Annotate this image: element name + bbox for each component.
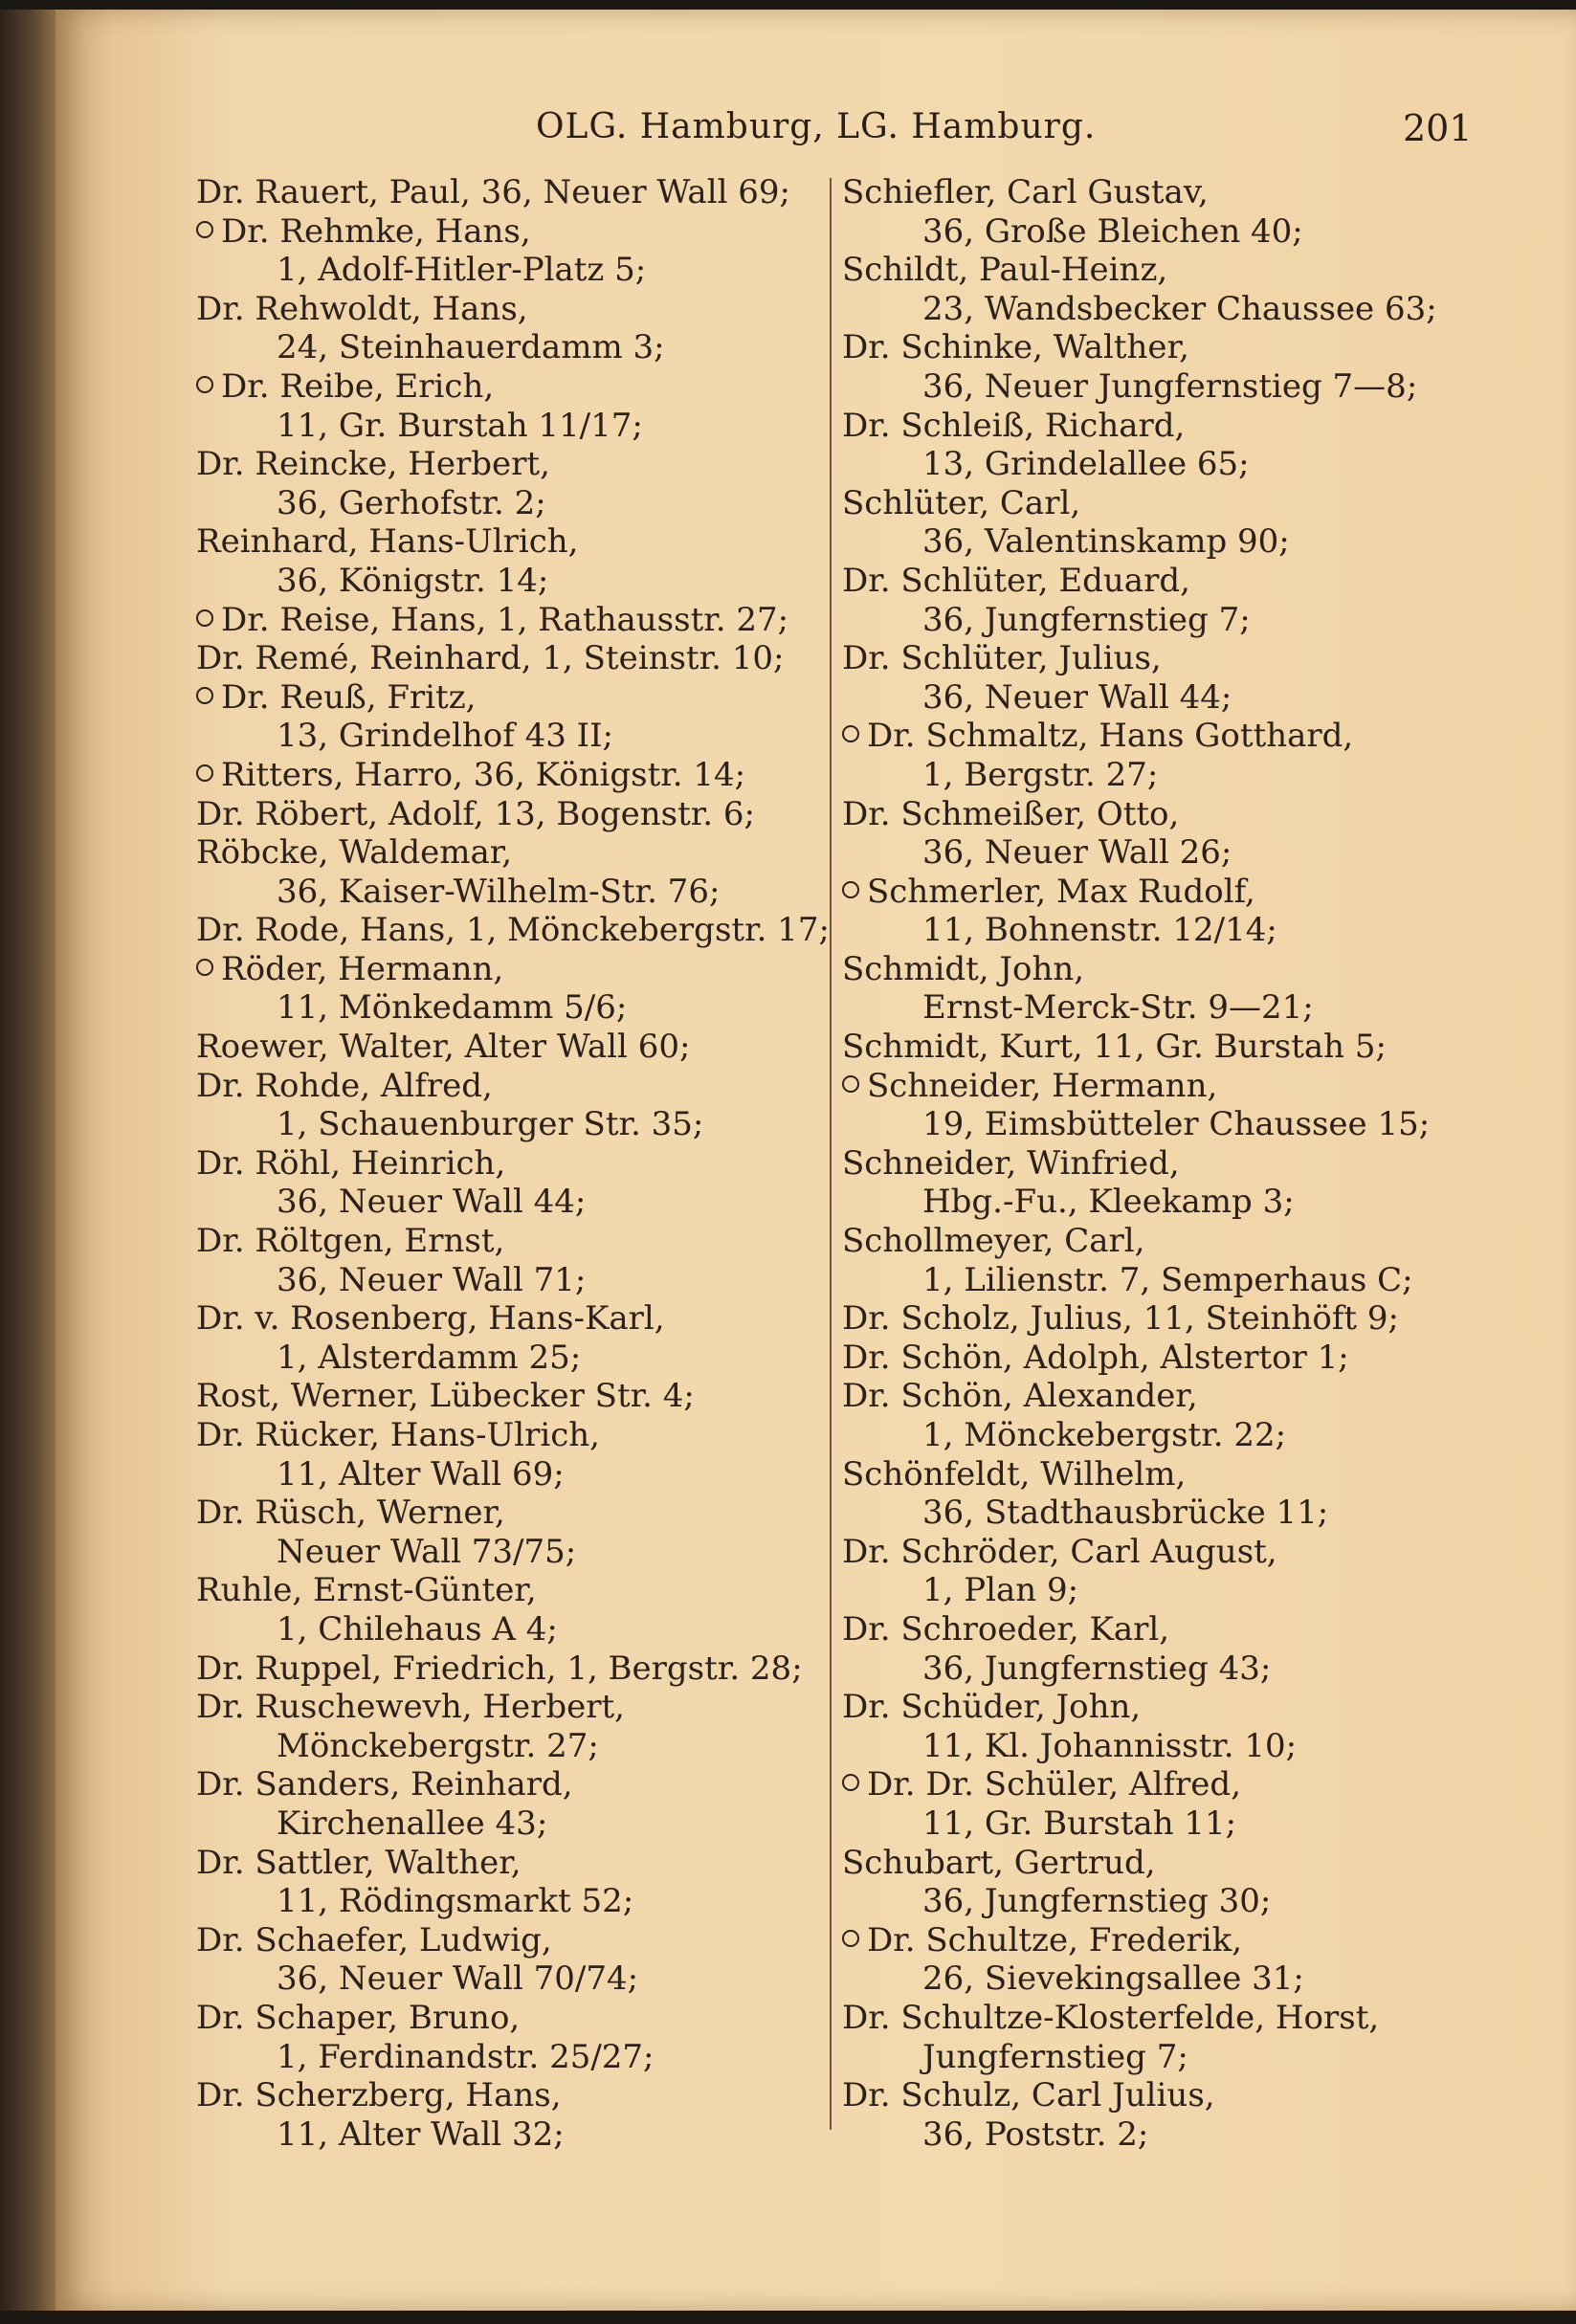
directory-entry [196, 1921, 818, 1999]
entry-address-line: 36, Neuer Jungfernstieg 7—8; [922, 366, 1418, 406]
entry-name-line [196, 601, 818, 640]
entry-name-text: Dr. Schlüter, Julius, [842, 639, 1162, 678]
entry-name-text: Dr. Schön, Alexander, [842, 1377, 1198, 1416]
directory-entry [196, 1028, 818, 1067]
entry-name-text: Dr. Schmeißer, Otto, [842, 794, 1180, 833]
entry-name-text: Dr. Schön, Adolph, Alstertor 1; [842, 1338, 1349, 1377]
directory-entry [842, 1455, 1474, 1533]
entry-name-text: Dr. Reincke, Herbert, [196, 445, 550, 484]
circle-marker-icon [196, 609, 213, 627]
entry-name-line [196, 290, 818, 329]
entry-name-line [842, 173, 1474, 212]
directory-entry [842, 1533, 1474, 1610]
entry-name-text: Dr. Rohde, Alfred, [196, 1066, 493, 1105]
entry-name-text: Dr. Reise, Hans, 1, Rathausstr. 27; [221, 600, 789, 639]
circle-marker-icon [842, 1075, 859, 1093]
entry-name-line [196, 1765, 818, 1804]
entry-address-line: 36, Neuer Wall 71; [277, 1260, 587, 1299]
entry-name-line [196, 1299, 818, 1339]
directory-entry [196, 756, 818, 795]
entry-name-line [196, 1494, 818, 1533]
entry-name-text: Schiefler, Carl Gustav, [842, 173, 1209, 211]
circle-marker-icon [196, 764, 213, 782]
entry-name-line [196, 522, 818, 562]
directory-entry [842, 1028, 1474, 1067]
entry-name-line [196, 678, 818, 718]
entry-address-line: 11, Gr. Burstah 11; [922, 1804, 1237, 1843]
entry-address-line: 36, Gerhofstr. 2; [277, 483, 546, 522]
running-header: OLG. Hamburg, LG. Hamburg. [536, 107, 1097, 146]
directory-entry [842, 795, 1474, 873]
directory-entry [842, 717, 1474, 794]
directory-entry [842, 950, 1474, 1028]
entry-name-text: Dr. Sanders, Reinhard, [196, 1765, 573, 1804]
entry-name-line [842, 1455, 1474, 1494]
entry-address-line: 36, Neuer Wall 70/74; [277, 1959, 639, 1999]
entry-address-line: 1, Lilienstr. 7, Semperhaus C; [922, 1260, 1413, 1299]
entry-address-line: Ernst-Merck-Str. 9—21; [922, 988, 1314, 1028]
entry-address-line: 23, Wandsbecker Chaussee 63; [922, 289, 1437, 328]
entry-address-line: 36, Poststr. 2; [922, 2114, 1149, 2154]
entry-name-line [196, 911, 830, 950]
entry-address-line: 36, Große Bleichen 40; [922, 211, 1303, 251]
entry-name-text: Dr. Rode, Hans, 1, Mönckebergstr. 17; [196, 911, 830, 950]
entry-name-text: Dr. Schlüter, Eduard, [842, 561, 1190, 600]
entry-name-line [196, 639, 818, 678]
entry-address-line: Kirchenallee 43; [277, 1804, 548, 1843]
entry-name-line [196, 1222, 818, 1261]
entry-name-text: Dr. Schultze-Klosterfelde, Horst, [842, 1998, 1380, 2037]
entry-name-line [842, 873, 1474, 912]
entry-address-line: 1, Plan 9; [922, 1571, 1079, 1610]
entry-name-line [196, 1067, 818, 1106]
entry-address-line: 36, Neuer Wall 44; [277, 1183, 587, 1222]
directory-entry [196, 1144, 818, 1222]
entry-name-text: Schubart, Gertrud, [842, 1843, 1156, 1882]
directory-entry [196, 445, 818, 522]
entry-name-text: Dr. Schultze, Frederik, [867, 1920, 1243, 1959]
right-column [842, 173, 1474, 2154]
entry-name-line [842, 1610, 1474, 1649]
directory-entry [196, 1494, 818, 1571]
entry-name-text: Ritters, Harro, 36, Königstr. 14; [221, 755, 746, 794]
entry-name-text: Dr. Sattler, Walther, [196, 1843, 522, 1882]
entry-address-line: Hbg.-Fu., Kleekamp 3; [922, 1183, 1295, 1222]
directory-entry [842, 1921, 1474, 1999]
entry-name-line [196, 445, 818, 484]
entry-name-line [196, 1999, 818, 2038]
entry-address-line: 36, Königstr. 14; [277, 561, 549, 600]
entry-name-text: Dr. Ruschewevh, Herbert, [196, 1688, 625, 1727]
entry-name-text: Schneider, Winfried, [842, 1143, 1180, 1183]
entry-name-line [196, 2076, 818, 2115]
entry-name-line [196, 1921, 818, 1960]
entry-name-line [196, 950, 818, 989]
entry-name-text: Roewer, Walter, Alter Wall 60; [196, 1028, 691, 1067]
entry-name-line [842, 639, 1474, 678]
circle-marker-icon [196, 221, 213, 238]
entry-name-text: Schlüter, Carl, [842, 483, 1081, 522]
entry-name-text: Dr. Schaefer, Ludwig, [196, 1920, 552, 1959]
entry-address-line: 11, Alter Wall 32; [277, 2114, 565, 2154]
directory-entry [196, 173, 818, 212]
directory-entry [196, 1999, 818, 2076]
directory-entry [196, 522, 818, 600]
entry-name-text: Röbcke, Waldemar, [196, 833, 513, 873]
left-column [196, 173, 830, 2154]
entry-name-text: Schmerler, Max Rudolf, [867, 872, 1255, 911]
directory-entry [196, 1377, 818, 1416]
directory-entry [842, 251, 1474, 328]
circle-marker-icon [196, 687, 213, 704]
entry-name-text: Schneider, Hermann, [867, 1066, 1218, 1105]
entry-name-text: Dr. Scherzberg, Hans, [196, 2076, 562, 2115]
entry-name-line [842, 950, 1474, 989]
entry-address-line: 11, Kl. Johannisstr. 10; [922, 1726, 1298, 1765]
directory-entry [842, 1144, 1474, 1222]
entry-name-text: Dr. Scholz, Julius, 11, Steinhöft 9; [842, 1299, 1399, 1339]
entry-name-text: Schönfeldt, Wilhelm, [842, 1454, 1187, 1494]
entry-name-line [842, 562, 1474, 601]
entry-address-line: 36, Jungfernstieg 30; [922, 1882, 1272, 1921]
entry-address-line: Jungfernstieg 7; [922, 2037, 1188, 2076]
entry-name-line [196, 1377, 818, 1416]
directory-entry [196, 950, 818, 1028]
circle-marker-icon [196, 376, 213, 393]
directory-entry [196, 1765, 818, 1843]
directory-entry [196, 1222, 818, 1299]
entry-name-line [196, 1688, 818, 1727]
entry-name-line [842, 1144, 1474, 1184]
directory-entry [842, 1222, 1474, 1299]
directory-entry [196, 1299, 818, 1377]
entry-name-line [196, 1144, 818, 1184]
entry-name-text: Dr. Schmaltz, Hans Gotthard, [867, 717, 1354, 756]
page-number: 201 [1403, 107, 1473, 149]
entry-name-text: Dr. Röbert, Adolf, 13, Bogenstr. 6; [196, 794, 755, 833]
entry-name-line [196, 833, 818, 873]
entry-name-text: Dr. Reuß, Fritz, [221, 677, 477, 717]
entry-address-line: 36, Neuer Wall 44; [922, 677, 1232, 717]
directory-entry [842, 484, 1474, 562]
entry-name-line [196, 1844, 818, 1883]
entry-name-text: Reinhard, Hans-Ulrich, [196, 522, 579, 562]
entry-address-line: 1, Bergstr. 27; [922, 755, 1159, 794]
directory-entry [842, 328, 1474, 406]
directory-entry [196, 212, 818, 290]
entry-address-line: Neuer Wall 73/75; [277, 1532, 577, 1571]
directory-entry [842, 1999, 1474, 2076]
entry-name-text: Dr. Schröder, Carl August, [842, 1532, 1277, 1571]
entry-name-text: Dr. Schinke, Walther, [842, 328, 1189, 367]
circle-marker-icon [842, 1774, 859, 1791]
entry-address-line: 36, Stadthausbrücke 11; [922, 1494, 1329, 1533]
entry-address-line: Mönckebergstr. 27; [277, 1726, 599, 1765]
directory-entry [196, 1844, 818, 1921]
directory-entry [196, 2076, 818, 2154]
directory-entry [842, 873, 1474, 950]
directory-entry [842, 1844, 1474, 1921]
directory-entry [196, 639, 818, 678]
entry-address-line: 1, Alsterdamm 25; [277, 1338, 582, 1377]
entry-name-text: Dr. Reibe, Erich, [221, 366, 495, 406]
entry-address-line: 36, Jungfernstieg 43; [922, 1649, 1272, 1688]
entry-name-line [842, 1377, 1474, 1416]
entry-name-text: Dr. v. Rosenberg, Hans-Karl, [196, 1299, 665, 1339]
directory-entry [842, 1610, 1474, 1688]
entry-name-line [842, 1339, 1474, 1378]
entry-name-line [842, 484, 1474, 523]
directory-entry [842, 173, 1474, 251]
directory-entry [196, 367, 818, 445]
entry-address-line: 13, Grindelallee 65; [922, 445, 1250, 484]
entry-address-line: 1, Chilehaus A 4; [277, 1609, 558, 1649]
circle-marker-icon [196, 959, 213, 976]
circle-marker-icon [842, 1930, 859, 1947]
directory-entry [842, 1067, 1474, 1144]
entry-address-line: 11, Gr. Burstah 11/17; [277, 406, 643, 445]
entry-name-line [842, 2076, 1474, 2115]
directory-entry [196, 290, 818, 367]
entry-name-line [196, 795, 818, 834]
entry-address-line: 1, Adolf-Hitler-Platz 5; [277, 251, 647, 290]
entry-name-line [842, 251, 1474, 290]
directory-entry [842, 407, 1474, 484]
entry-name-text: Dr. Röltgen, Ernst, [196, 1222, 505, 1261]
circle-marker-icon [842, 881, 859, 898]
entry-name-text: Schildt, Paul-Heinz, [842, 251, 1168, 290]
directory-entry [842, 1299, 1474, 1339]
directory-entry [196, 678, 818, 756]
entry-name-text: Schollmeyer, Carl, [842, 1222, 1145, 1261]
directory-entry [842, 639, 1474, 717]
entry-address-line: 24, Steinhauerdamm 3; [277, 328, 665, 367]
directory-entry [196, 1571, 818, 1649]
entry-name-line [842, 795, 1474, 834]
entry-name-line [842, 1028, 1474, 1067]
entry-name-line [842, 1688, 1474, 1727]
entry-address-line: 19, Eimsbütteler Chaussee 15; [922, 1105, 1431, 1144]
directory-entry [196, 1688, 818, 1765]
entry-name-line [842, 1067, 1474, 1106]
entry-name-text: Dr. Schroeder, Karl, [842, 1609, 1170, 1649]
entry-address-line: 11, Rödingsmarkt 52; [277, 1882, 634, 1921]
entry-address-line: 1, Schauenburger Str. 35; [277, 1105, 704, 1144]
directory-entry [842, 2076, 1474, 2154]
entry-name-text: Röder, Hermann, [221, 949, 504, 988]
entry-name-line [196, 212, 818, 252]
entry-name-text: Dr. Rehwoldt, Hans, [196, 289, 528, 328]
entry-name-line [196, 1416, 818, 1455]
directory-entry [842, 562, 1474, 639]
column-divider [830, 178, 832, 2130]
entry-name-line [196, 367, 818, 407]
entry-address-line: 36, Kaiser-Wilhelm-Str. 76; [277, 872, 721, 911]
entry-name-text: Schmidt, Kurt, 11, Gr. Burstah 5; [842, 1028, 1387, 1067]
entry-name-text: Dr. Schüder, John, [842, 1688, 1142, 1727]
entry-name-line [196, 1649, 818, 1689]
directory-entry [842, 1377, 1474, 1454]
directory-entry [196, 1416, 818, 1494]
entry-name-line [842, 1222, 1474, 1261]
entry-name-line [196, 1028, 818, 1067]
entry-name-line [842, 1844, 1474, 1883]
entry-name-line [842, 407, 1474, 446]
directory-entry [196, 833, 818, 911]
entry-name-text: Dr. Rüsch, Werner, [196, 1494, 505, 1533]
entry-name-text: Dr. Röhl, Heinrich, [196, 1143, 506, 1183]
entry-address-line: 36, Jungfernstieg 7; [922, 600, 1251, 639]
entry-name-text: Dr. Rehmke, Hans, [221, 211, 531, 251]
entry-name-text: Dr. Rauert, Paul, 36, Neuer Wall 69; [196, 173, 790, 211]
entry-name-line [196, 1571, 818, 1610]
directory-entry [196, 1649, 818, 1689]
entry-address-line: 36, Valentinskamp 90; [922, 522, 1290, 562]
entry-name-line [842, 1299, 1474, 1339]
entry-name-line [842, 1765, 1474, 1804]
directory-entry [842, 1339, 1474, 1378]
directory-entry [842, 1688, 1474, 1765]
entry-address-line: 11, Bohnenstr. 12/14; [922, 911, 1277, 950]
entry-name-text: Dr. Schulz, Carl Julius, [842, 2076, 1215, 2115]
entry-address-line: 1, Ferdinandstr. 25/27; [277, 2037, 655, 2076]
circle-marker-icon [842, 725, 859, 742]
entry-name-line [842, 1921, 1474, 1960]
entry-address-line: 13, Grindelhof 43 II; [277, 717, 613, 756]
entry-name-text: Dr. Dr. Schüler, Alfred, [867, 1765, 1241, 1804]
entry-name-line [842, 1999, 1474, 2038]
entry-name-text: Rost, Werner, Lübecker Str. 4; [196, 1377, 695, 1416]
entry-name-text: Dr. Rücker, Hans-Ulrich, [196, 1416, 600, 1454]
entry-name-line [842, 328, 1474, 367]
entry-name-line [196, 173, 818, 212]
directory-entry [196, 1067, 818, 1144]
entry-name-text: Dr. Remé, Reinhard, 1, Steinstr. 10; [196, 639, 785, 678]
directory-entry [196, 911, 830, 950]
entry-name-line [196, 756, 818, 795]
entry-address-line: 36, Neuer Wall 26; [922, 833, 1232, 873]
entry-name-text: Schmidt, John, [842, 949, 1085, 988]
entry-address-line: 26, Sievekingsallee 31; [922, 1959, 1304, 1999]
directory-entry [842, 1765, 1474, 1843]
entry-address-line: 1, Mönckebergstr. 22; [922, 1416, 1287, 1454]
entry-name-text: Dr. Schaper, Bruno, [196, 1998, 521, 2037]
entry-name-text: Dr. Schleiß, Richard, [842, 406, 1186, 445]
entry-name-line [842, 717, 1474, 756]
directory-entry [196, 795, 818, 834]
entry-name-line [842, 1533, 1474, 1572]
entry-name-text: Ruhle, Ernst-Günter, [196, 1571, 537, 1610]
entry-name-text: Dr. Ruppel, Friedrich, 1, Bergstr. 28; [196, 1649, 803, 1688]
entry-address-line: 11, Mönkedamm 5/6; [277, 988, 628, 1028]
entry-address-line: 11, Alter Wall 69; [277, 1454, 565, 1494]
directory-entry [196, 601, 818, 640]
